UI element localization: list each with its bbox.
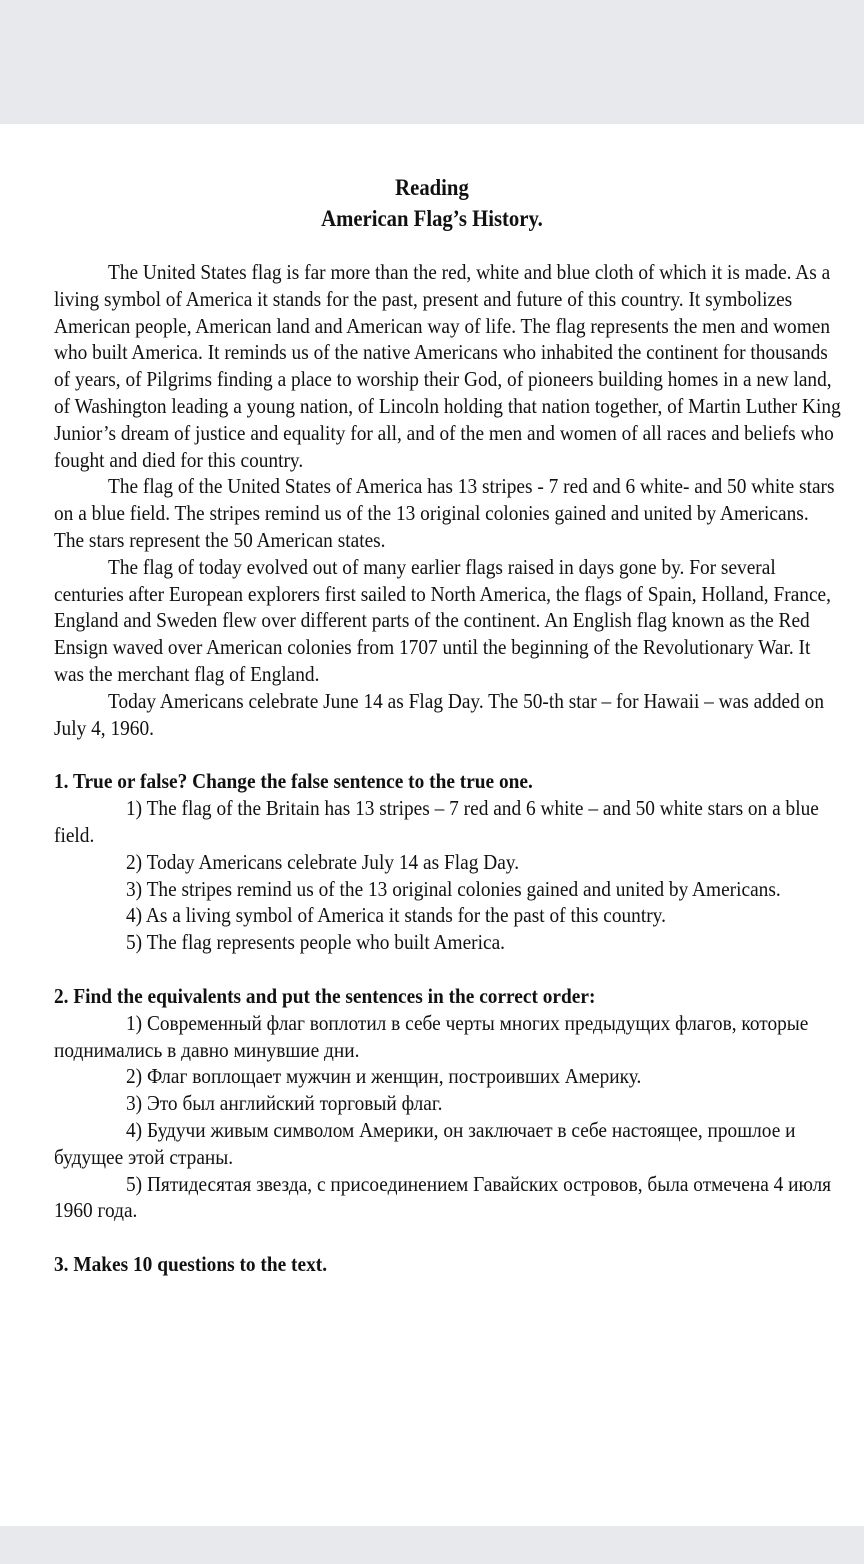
task-item: 5) Пятидесятая звезда, с присоединением Гавайских островов, была отмечена 4 июля 1960 года. <box>54 1171 832 1223</box>
spacer <box>54 956 842 983</box>
paragraph: The flag of the United States of America has 13 stripes - 7 red and 6 white- and 50 white stars on a blue field. The stripes remind us of the 13 original colonies gained and united by Americans. The stars represent the 50 American states. <box>54 474 835 552</box>
task-item: 3) The stripes remind us of the 13 original colonies gained and united by Americans. <box>126 876 781 901</box>
task-item: 2) Today Americans celebrate July 14 as Flag Day. <box>126 849 520 874</box>
spacer <box>54 741 842 768</box>
task-heading: 2. Find the equivalents and put the sentences in the correct order: <box>54 983 596 1008</box>
task-true-false <box>54 768 842 956</box>
paragraph: The flag of today evolved out of many earlier flags raised in days gone by. For several centuries after European explorers first sailed to North America, the flags of Spain, Holland, France, England and Sweden flew over different parts of the continent. An English flag known as the Red Ensign waved over American colonies from 1707 until the beginning of the Revolutionary War. It was the merchant flag of England. <box>54 554 831 686</box>
task-equivalents <box>54 983 842 1224</box>
task-item: 2) Флаг воплощает мужчин и женщин, построивших Америку. <box>126 1064 642 1089</box>
reading-text <box>54 259 864 1278</box>
paragraph: The United States flag is far more than the red, white and blue cloth of which it is made. As a living symbol of America it stands for the past, present and future of this country. It symbolizes American people, American land and American way of life. The flag represents the men and women who built America. It reminds us of the native Americans who inhabited the continent for thousands of years, of Pilgrims finding a place to worship their God, of pioneers building homes in a new land, of Washington leading a young nation, of Lincoln holding that nation together, of Martin Luther King Junior’s dream of justice and equality for all, and of the men and women of all races and beliefs who fought and died for this country. <box>54 260 841 472</box>
section-heading: Reading <box>395 175 469 200</box>
task-heading: 3. Makes 10 questions to the text. <box>54 1252 328 1277</box>
document-title: American Flag’s History. <box>321 206 543 231</box>
task-item: 1) Современный флаг воплотил в себе черты многих предыдущих флагов, которые поднимались в давно минувшие дни. <box>54 1010 809 1062</box>
task-questions <box>54 1251 842 1278</box>
viewer-top-background <box>0 0 864 124</box>
document-page <box>0 124 864 1526</box>
task-item: 3) Это был английский торговый флаг. <box>126 1091 443 1116</box>
task-item: 4) Будучи живым символом Америки, он заключает в себе настоящее, прошлое и будущее этой страны. <box>54 1117 796 1169</box>
task-item: 4) As a living symbol of America it stands for the past of this country. <box>126 903 666 928</box>
task-item: 5) The flag represents people who built America. <box>126 930 505 955</box>
viewer-bottom-background <box>0 1526 864 1564</box>
paragraph: Today Americans celebrate June 14 as Flag Day. The 50-th star – for Hawaii – was added on July 4, 1960. <box>54 688 824 740</box>
title-block <box>0 172 864 234</box>
task-item: 1) The flag of the Britain has 13 stripes – 7 red and 6 white – and 50 white stars on a blue field. <box>54 796 819 847</box>
task-heading: 1. True or false? Change the false sentence to the true one. <box>54 769 533 794</box>
spacer <box>54 1224 842 1251</box>
